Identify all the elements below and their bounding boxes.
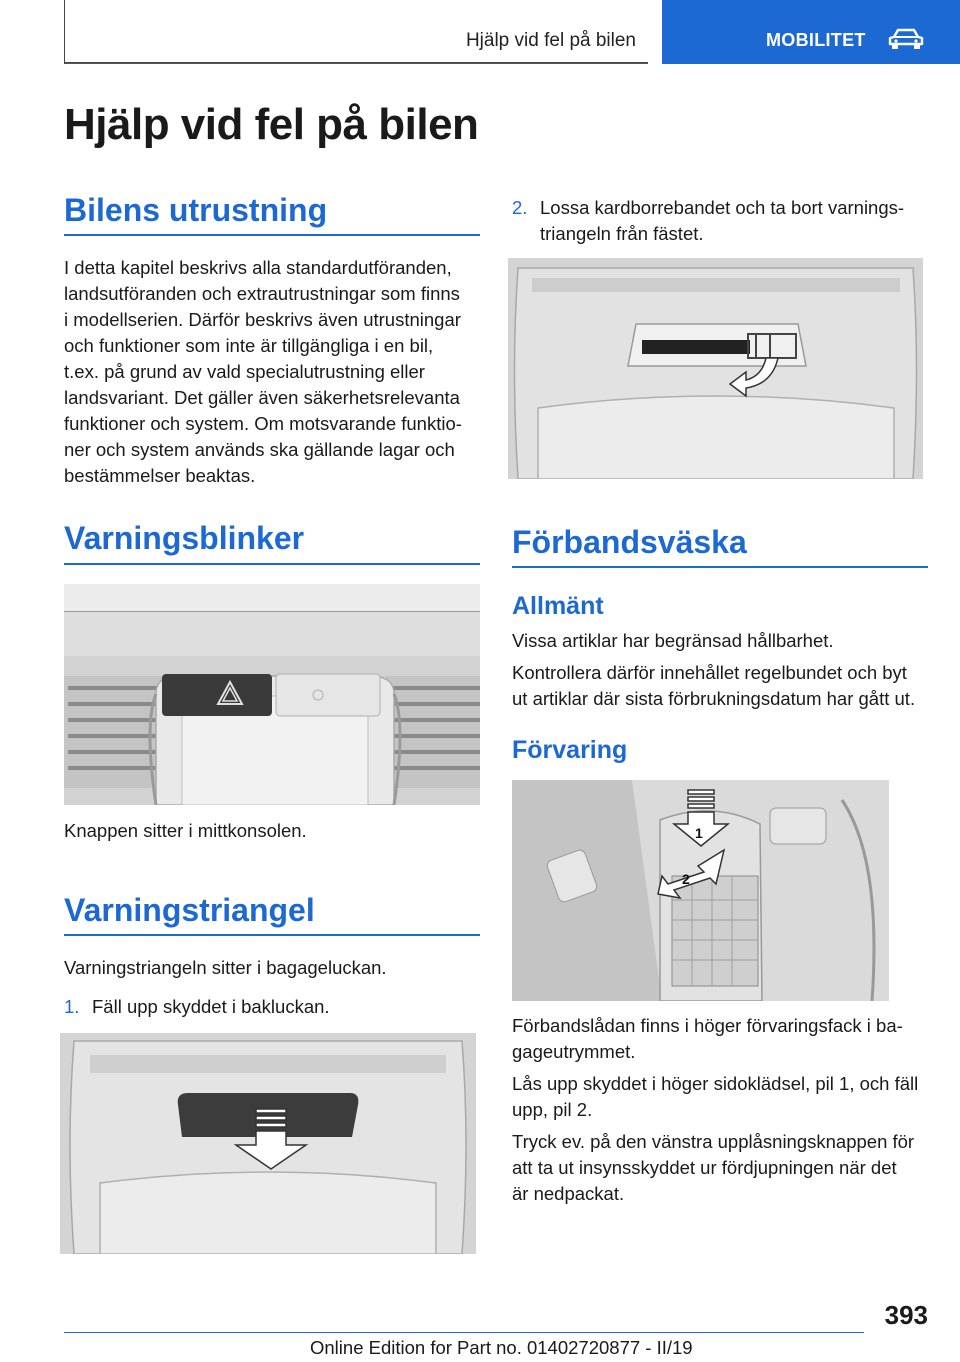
footer-rule	[64, 1332, 864, 1333]
heading-bilens-utrustning: Bilens utrustning	[64, 192, 328, 228]
allmant-p1: Vissa artiklar har begränsad hållbarhet.	[512, 630, 834, 651]
header-bar	[64, 0, 648, 64]
header-tab	[662, 0, 960, 64]
tailgate-cover-illustration	[60, 1033, 476, 1254]
heading-allmant: Allmänt	[512, 592, 604, 620]
step-text: Fäll upp skyddet i bakluckan.	[92, 996, 330, 1017]
footer-edition: Online Edition for Part no. 01402720877 - II/19	[310, 1337, 693, 1358]
header-section-title: Hjälp vid fel på bilen	[465, 30, 636, 51]
heading-rule	[64, 934, 480, 936]
caption-varningsblinker: Knappen sitter i mittkonsolen.	[64, 820, 307, 841]
step-2: 2. Lossa kardborrebandet och ta bort varnings‐ triangeln från fästet.	[512, 197, 905, 244]
page-number: 393	[884, 1300, 928, 1330]
heading-rule	[512, 566, 928, 568]
allmant-p2: Kontrollera därför innehållet regelbundet och byt ut artiklar där sista förbrukningsdatum har gått ut.	[512, 662, 916, 709]
heading-rule	[64, 234, 480, 236]
step-1	[64, 994, 330, 1020]
step-number: 2.	[512, 197, 528, 218]
heading-varningstriangel: Varningstriangel	[64, 892, 315, 928]
varningstriangel-intro: Varningstriangeln sitter i bagageluckan.	[64, 957, 387, 978]
arrow-label-2: 2	[682, 871, 690, 887]
hazard-button-illustration	[64, 584, 480, 805]
forvaring-p1: Förbandslådan finns i höger förvaringsfack i ba‐ gageutrymmet.	[512, 1015, 903, 1062]
heading-forvaring: Förvaring	[512, 736, 628, 764]
heading-forbandsvaska: Förbandsväska	[512, 524, 747, 560]
forvaring-p3: Tryck ev. på den vänstra upplåsningsknappen för att ta ut insynsskyddet ur fördjupningen när det är nedpackat.	[512, 1131, 915, 1204]
page-title: Hjälp vid fel på bilen	[64, 100, 479, 149]
first-aid-compartment-illustration	[512, 780, 889, 1001]
bilens-utrustning-text: I detta kapitel beskrivs alla standardutföranden, landsutföranden och extrautrustningar som finns i modellserien. Därför beskrivs även utrustningar och funktioner som inte är tillgängliga i en bil, t.ex. på grund av vald specialutrustning eller landsvariant. Det gäller även säkerhetsrelevanta funktioner och system. Om motsvarande funktio‐ ner och system används ska gällande lagar och bestämmelser beaktas.	[64, 257, 462, 486]
header-tab-label: MOBILITET	[766, 30, 866, 50]
heading-varningsblinker: Varningsblinker	[64, 520, 305, 556]
forvaring-p2: Lås upp skyddet i höger sidoklädsel, pil 1, och fäll upp, pil 2.	[512, 1073, 919, 1120]
triangle-bracket-illustration	[508, 258, 923, 479]
car-icon	[886, 26, 926, 52]
heading-rule	[64, 563, 480, 565]
arrow-label-1: 1	[695, 825, 703, 841]
step-number: 1.	[64, 996, 80, 1017]
